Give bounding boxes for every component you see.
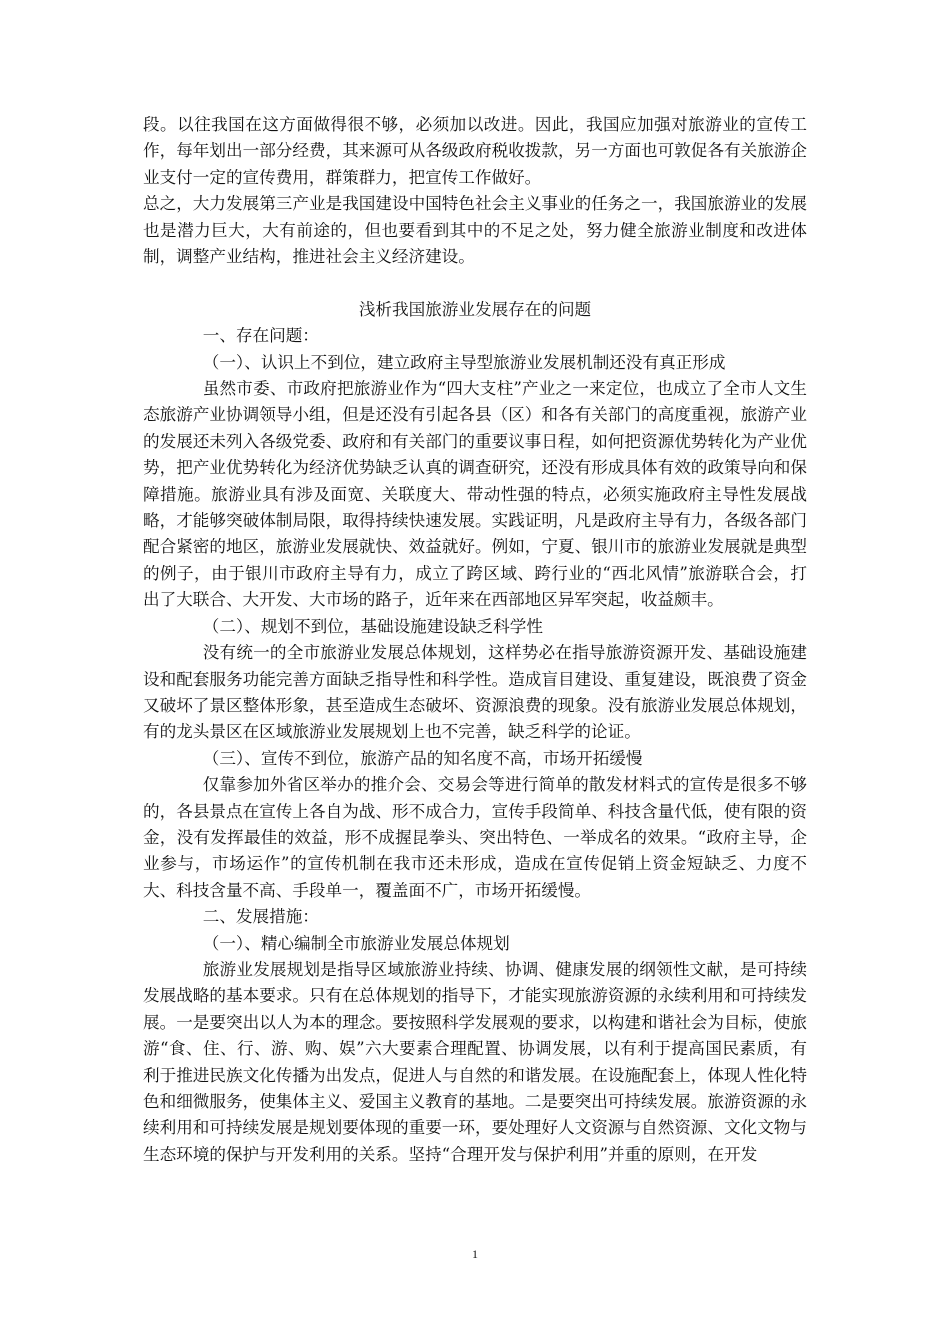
subheading-3: （三）、宣传不到位，旅游产品的知名度不高，市场开拓缓慢 (202, 748, 643, 768)
section-heading-measures: 二、发展措施： (202, 907, 319, 927)
article-title: 浅析我国旅游业发展存在的问题 (358, 299, 592, 319)
paragraph-continued: 段。以往我国在这方面做得很不够，必须加以改进。因此，我国应加强对旅游业的宣传工作，每年划出一部分经费，其来源可从各级政府税收拨款，另一方面也可敦促各有关旅游企业支付一定的宣传费用，群策群力，把宣传工作做好。 (143, 115, 807, 187)
subheading-2: （二）、规划不到位，基础设施建设缺乏科学性 (202, 616, 543, 636)
paragraph-conclusion: 总之，大力发展第三产业是我国建设中国特色社会主义事业的任务之一，我国旅游业的发展也是潜力巨大，大有前途的，但也要看到其中的不足之处，努力健全旅游业制度和改进体制，调整产业结构，推进社会主义经济建设。 (143, 194, 807, 267)
body-paragraph-1: 虽然市委、市政府把旅游业作为“四大支柱”产业之一来定位，也成立了全市人文生态旅游产业协调领导小组，但是还没有引起各县（区）和各有关部门的高度重视，旅游产业的发展还未列入各级党委、政府和有关部门的重要议事日程，如何把资源优势转化为产业优势，把产业优势转化为经济优势缺乏认真的调查研究，还没有形成具体有效的政策导向和保障措施。旅游业具有涉及面宽、关联度大、带动性强的特点，必须实施政府主导性发展战略，才能够突破体制局限，取得持续快速发展。实践证明，凡是政府主导有力，各级各部门配合紧密的地区，旅游业发展就快、效益就好。例如，宁夏、银川市的旅游业发展就是典型的例子，由于银川市政府主导有力，成立了跨区域、跨行业的“西北风情”旅游联合会，打出了大联合、大开发、大市场的路子，近年来在西部地区异军突起，收益颇丰。 (143, 379, 807, 610)
page-number: 1 (472, 1247, 478, 1261)
body-paragraph-2: 没有统一的全市旅游业发展总体规划，这样势必在指导旅游资源开发、基础设施建设和配套服务功能完善方面缺乏指导性和科学性。造成盲目建设、重复建设，既浪费了资金又破坏了景区整体形象，甚至造成生态破坏、资源浪费的现象。没有旅游业发展总体规划，有的龙头景区在区域旅游业发展规划上也不完善，缺乏科学的论证。 (143, 643, 807, 742)
body-paragraph-3: 仅靠参加外省区举办的推介会、交易会等进行简单的散发材料式的宣传是很多不够的，各县景点在宣传上各自为战、形不成合力，宣传手段简单、科技含量代低，使有限的资金，没有发挥最佳的效益，形不成握昆拳头、突出特色、一举成名的效果。“政府主导，企业参与，市场运作”的宣传机制在我市还未形成，造成在宣传促销上资金短缺乏、力度不大、科技含量不高、手段单一，覆盖面不广，市场开拓缓慢。 (143, 775, 807, 900)
document-body (143, 112, 807, 1168)
subheading-4: （一）、精心编制全市旅游业发展总体规划 (202, 933, 510, 953)
section-heading-problems: 一、存在问题： (202, 326, 319, 346)
subheading-1: （一）、认识上不到位，建立政府主导型旅游业发展机制还没有真正形成 (202, 352, 726, 372)
body-paragraph-4: 旅游业发展规划是指导区域旅游业持续、协调、健康发展的纲领性文献，是可持续发展战略的基本要求。只有在总体规划的指导下，才能实现旅游资源的永续利用和可持续发展。一是要突出以人为本的理念。要按照科学发展观的要求，以构建和谐社会为目标，使旅游“食、住、行、游、购、娱”六大要素合理配置、协调发展，以有利于提高国民素质，有利于推进民族文化传播为出发点，促进人与自然的和谐发展。在设施配套上，体现人性化特色和细微服务，使集体主义、爱国主义教育的基地。二是要突出可持续发展。旅游资源的永续利用和可持续发展是规划要体现的重要一环，要处理好人文资源与自然资源、文化文物与生态环境的保护与开发利用的关系。坚持“合理开发与保护利用”并重的原则，在开发 (143, 959, 807, 1164)
